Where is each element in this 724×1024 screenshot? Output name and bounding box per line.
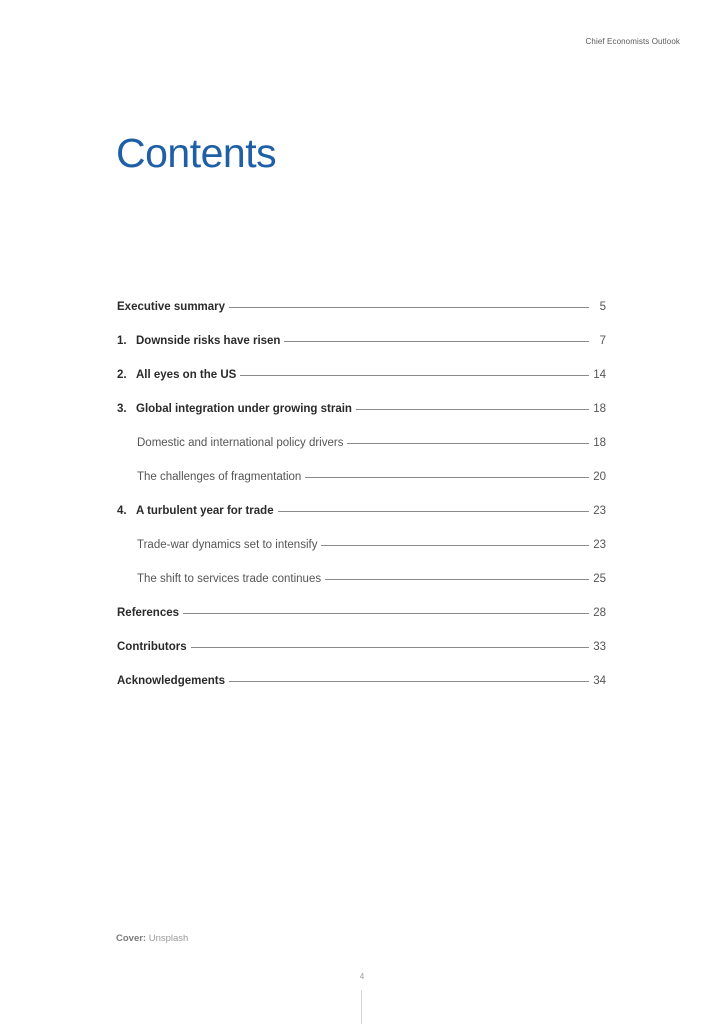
- toc-entry-label: Contributors: [117, 641, 187, 653]
- toc-entry-page: 25: [593, 573, 606, 585]
- toc-entry-page: 7: [599, 335, 606, 347]
- running-header: Chief Economists Outlook: [585, 37, 680, 46]
- page-divider-line: [361, 990, 362, 1024]
- toc-entry-label: All eyes on the US: [136, 369, 237, 381]
- toc-entry-page: 5: [599, 301, 606, 313]
- toc-entry-number: 4.: [117, 505, 127, 517]
- toc-entry-page: 33: [593, 641, 606, 653]
- cover-credit-source: Unsplash: [148, 933, 189, 944]
- toc-entry-number: 3.: [117, 403, 127, 415]
- toc-entry-page: 23: [593, 539, 606, 551]
- toc-leader-line: [191, 647, 589, 648]
- toc-entry-label: The challenges of fragmentation: [137, 471, 302, 483]
- toc-entry-label: Acknowledgements: [117, 675, 225, 687]
- toc-leader-line: [240, 375, 589, 376]
- page-title: Contents: [116, 130, 277, 176]
- toc-entry-label: Global integration under growing strain: [136, 403, 352, 415]
- table-of-contents: [117, 297, 606, 705]
- toc-entry[interactable]: [117, 603, 606, 637]
- toc-entry-label: Domestic and international policy drivers: [137, 437, 344, 449]
- toc-entry[interactable]: [117, 501, 606, 535]
- toc-leader-line: [347, 443, 589, 444]
- toc-leader-line: [284, 341, 589, 342]
- toc-entry[interactable]: [117, 297, 606, 331]
- cover-credit: [116, 933, 188, 944]
- toc-entry-page: 14: [593, 369, 606, 381]
- toc-entry-label: References: [117, 607, 180, 619]
- toc-leader-line: [229, 307, 589, 308]
- toc-entry-page: 18: [593, 437, 606, 449]
- toc-entry[interactable]: [117, 569, 606, 603]
- toc-leader-line: [278, 511, 589, 512]
- cover-credit-label: Cover:: [116, 933, 147, 944]
- toc-entry-number: 2.: [117, 369, 127, 381]
- toc-entry-label: Downside risks have risen: [136, 335, 281, 347]
- toc-entry-label: The shift to services trade continues: [137, 573, 322, 585]
- toc-entry-page: 23: [593, 505, 606, 517]
- page-number: 4: [359, 972, 365, 981]
- toc-entry[interactable]: [117, 671, 606, 705]
- toc-entry[interactable]: [117, 399, 606, 433]
- toc-entry-label: Trade-war dynamics set to intensify: [137, 539, 318, 551]
- toc-leader-line: [325, 579, 589, 580]
- toc-entry-label: A turbulent year for trade: [136, 505, 274, 517]
- toc-entry[interactable]: [117, 637, 606, 671]
- toc-entry[interactable]: [117, 535, 606, 569]
- toc-entry-page: 18: [593, 403, 606, 415]
- toc-leader-line: [356, 409, 589, 410]
- toc-leader-line: [183, 613, 589, 614]
- toc-entry-number: 1.: [117, 335, 127, 347]
- toc-entry-page: 28: [593, 607, 606, 619]
- toc-leader-line: [305, 477, 589, 478]
- toc-entry[interactable]: [117, 433, 606, 467]
- toc-entry-label: Executive summary: [117, 301, 226, 313]
- toc-entry[interactable]: [117, 331, 606, 365]
- toc-leader-line: [229, 681, 589, 682]
- toc-entry-page: 34: [593, 675, 606, 687]
- toc-entry[interactable]: [117, 467, 606, 501]
- toc-entry-page: 20: [593, 471, 606, 483]
- toc-leader-line: [321, 545, 589, 546]
- toc-entry[interactable]: [117, 365, 606, 399]
